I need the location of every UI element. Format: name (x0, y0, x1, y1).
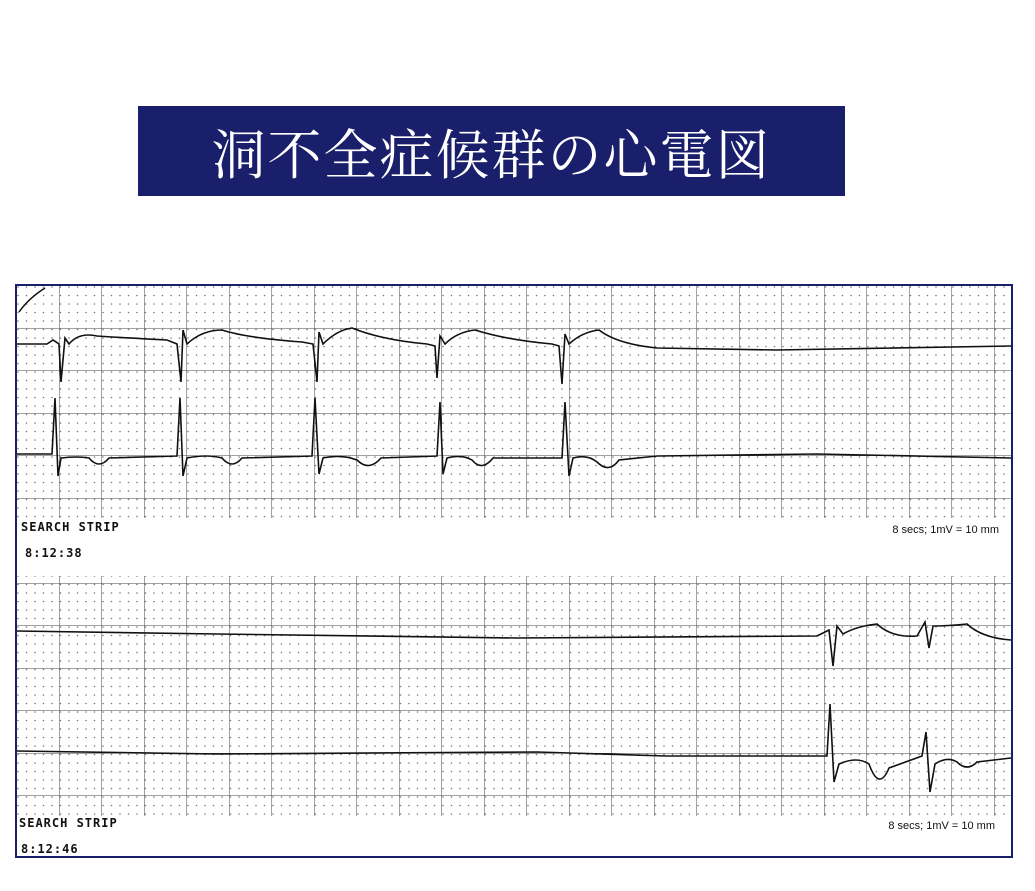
strip-1-grid (17, 286, 1011, 518)
title-banner (138, 106, 845, 196)
strip-2-grid (17, 576, 1011, 816)
strip-2-scale: 8 secs; 1mV = 10 mm (888, 820, 995, 832)
page-title: 洞不全症候群の心電図 (211, 123, 772, 187)
strip-1-time: 8:12:38 (25, 546, 83, 560)
strip-2-label: SEARCH STRIP (19, 816, 118, 830)
ecg-printout (15, 284, 1013, 858)
strip-2-time: 8:12:46 (21, 842, 79, 856)
strip-1-label: SEARCH STRIP (21, 520, 120, 534)
strip-1-scale: 8 secs; 1mV = 10 mm (892, 524, 999, 536)
ecg-graph (17, 286, 1011, 856)
